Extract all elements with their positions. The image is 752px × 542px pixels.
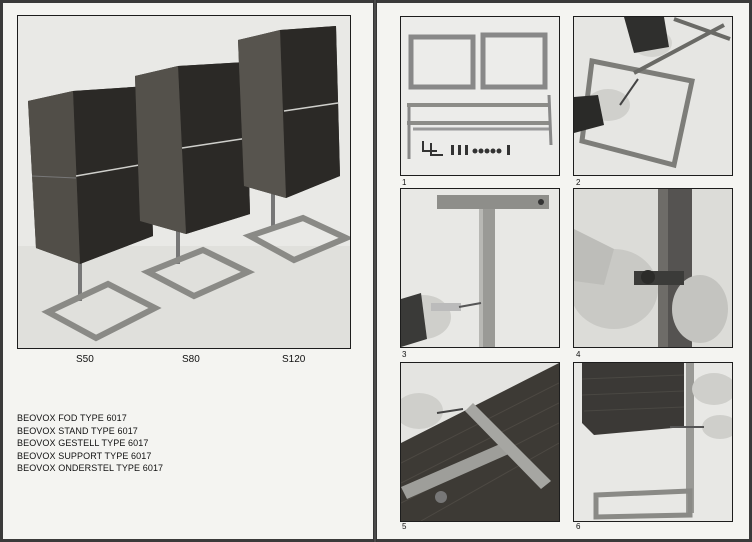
type-item: BEOVOX STAND TYPE 6017 [17, 425, 138, 436]
step-number: 3 [402, 350, 407, 359]
speaker-stands-photo [17, 15, 351, 349]
step-number: 2 [576, 178, 581, 187]
step-6-photo [573, 362, 733, 522]
label-s50: S50 [76, 354, 94, 365]
step-number: 4 [576, 350, 581, 359]
page-fold [373, 0, 377, 542]
step-5-photo [400, 362, 560, 522]
type-item: BEOVOX SUPPORT TYPE 6017 [17, 450, 152, 461]
step-1-photo [400, 16, 560, 176]
step-number: 5 [402, 522, 407, 531]
step-3-photo [400, 188, 560, 348]
label-s80: S80 [182, 354, 200, 365]
step-number: 1 [402, 178, 407, 187]
type-item: BEOVOX ONDERSTEL TYPE 6017 [17, 463, 164, 473]
step-4-photo [573, 188, 733, 348]
step-number: 6 [576, 522, 581, 531]
label-s120: S120 [282, 354, 306, 365]
type-item: BEOVOX FOD TYPE 6017 [17, 413, 127, 423]
step-2-photo [573, 16, 733, 176]
type-list [17, 412, 163, 475]
type-item: BEOVOX GESTELL TYPE 6017 [17, 438, 149, 448]
